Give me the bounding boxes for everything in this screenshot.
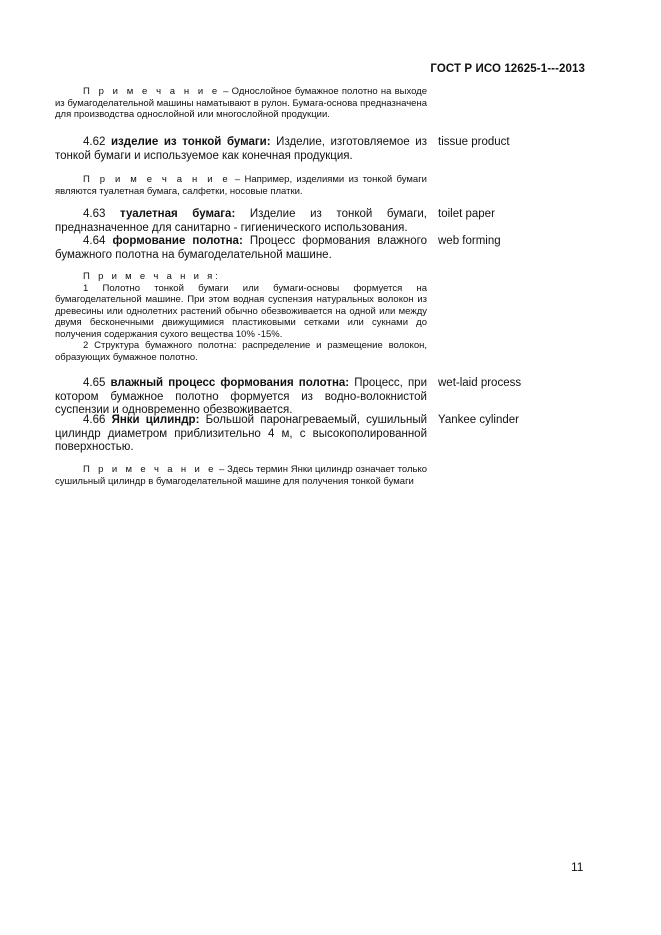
english-term-wet-laid-process: wet-laid process — [438, 377, 522, 389]
english-term-tissue-product: tissue product — [438, 136, 510, 148]
term-4-65 — [55, 377, 427, 418]
term-number: 4.63 — [83, 208, 121, 220]
document-header: ГОСТ Р ИСО 12625-1---2013 — [430, 63, 585, 75]
page-number: 11 — [571, 860, 584, 874]
term-4-62 — [55, 136, 427, 163]
english-term-web-forming: web forming — [438, 235, 501, 247]
term-definition: Большой паронагреваемый, сушильный цилиндр диаметром приблизительно 4 м, с высокополированной поверхностью. — [55, 414, 428, 453]
note-text: – Например, изделиями из тонкой бумаги являются туалетная бумага, салфетки, носовые платки. — [55, 174, 427, 197]
note-1 — [55, 86, 427, 121]
note-text: – Однослойное бумажное полотно на выходе из бумагоделательной машины наматывают в рулон. Бумага-основа предназначена для производства однослойной или многослойной продукции. — [55, 86, 427, 120]
english-term-yankee-cylinder: Yankee cylinder — [438, 414, 519, 426]
term-definition: Процесс формования влажного бумажного полотна на бумагоделательной машине. — [55, 235, 427, 261]
term-4-64 — [55, 235, 427, 262]
notes-label: П р и м е ч а н и я: — [83, 271, 221, 282]
term-4-63 — [55, 208, 427, 235]
term-number: 4.64 — [83, 235, 113, 247]
term-definition: Процесс, при котором бумажное полотно формуется из водно-волокнистой суспензии и одновременно обезвоживается. — [55, 377, 428, 416]
term-title: туалетная бумага: — [120, 208, 236, 220]
note-item-2: 2 Структура бумажного полотна: распределение и размещение волокон, образующих бумажное полотно. — [55, 340, 427, 363]
term-number: 4.62 — [83, 136, 111, 148]
term-4-66 — [55, 414, 427, 455]
note-item-1: 1 Полотно тонкой бумаги или бумаги-основы формуется на бумагоделательной машине. При этом водная суспензия натуральных волокон из древесины или однолетних растений обычно обезвоживается на одной или между двумя бесконечными движущимися пластиковыми сетками или сукнами до получения содержания сухого вещества 10% -15%. — [55, 282, 427, 340]
note-label: П р и м е ч а н и е — [83, 464, 217, 475]
note-text: – Здесь термин Янки цилиндр означает только сушильный цилиндр в бумагоделательной машине для получения тонкой бумаги — [55, 464, 427, 487]
note-4 — [55, 464, 427, 487]
term-number: 4.65 — [83, 377, 111, 389]
notes-3 — [55, 271, 427, 363]
note-label: П р и м е ч а н и е — [83, 174, 231, 185]
english-term-toilet-paper: toilet paper — [438, 208, 495, 220]
term-title: изделие из тонкой бумаги: — [110, 136, 271, 148]
note-2 — [55, 174, 427, 197]
term-title: формование полотна: — [112, 235, 243, 247]
term-title: влажный процесс формования полотна: — [110, 377, 350, 389]
term-title: Янки цилиндр: — [111, 414, 200, 426]
term-number: 4.66 — [83, 414, 112, 426]
term-definition: Изделие, изготовляемое из тонкой бумаги и используемое как конечная продукция. — [55, 136, 427, 162]
note-label: П р и м е ч а н и е — [83, 86, 221, 97]
term-definition: Изделие из тонкой бумаги, предназначенное для санитарно - гигиенического использования. — [55, 208, 428, 234]
